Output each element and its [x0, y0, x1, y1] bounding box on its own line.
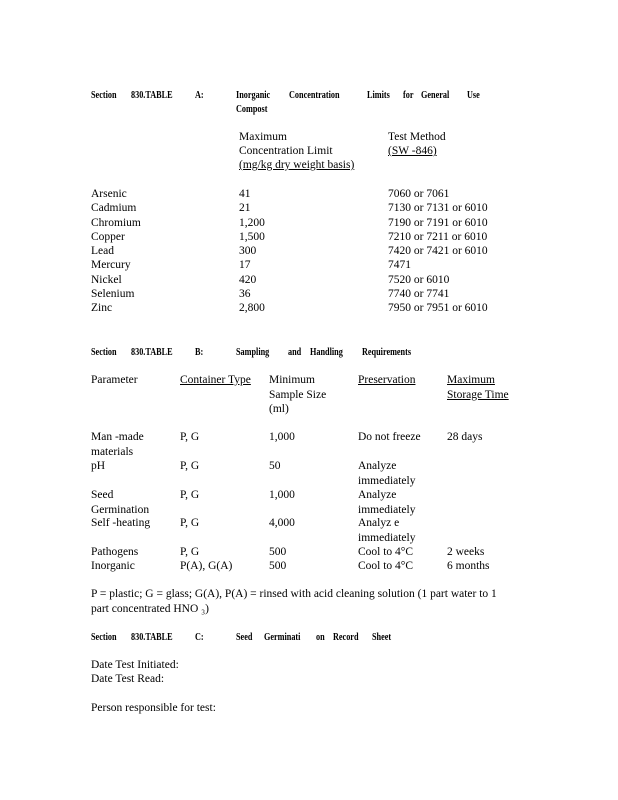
- metal-limit: 1,500: [239, 231, 265, 243]
- metal-method: 7060 or 7061: [388, 188, 450, 200]
- metal-limit: 2,800: [239, 302, 265, 314]
- container-cell: P, G: [180, 517, 200, 529]
- metal-name: Copper: [91, 231, 125, 243]
- container-cell: P(A), G(A): [180, 560, 233, 572]
- limit-column-heading: Maximum: [239, 131, 287, 143]
- header-word: Compost: [236, 104, 268, 115]
- header-word: Seed: [236, 632, 253, 643]
- preservation-cell: Analyze immediately: [358, 489, 416, 516]
- date-test-read-label: Date Test Read:: [91, 673, 165, 685]
- metal-name: Lead: [91, 245, 114, 257]
- preservation-cell: Cool to 4°C: [358, 560, 414, 572]
- parameter-cell: Self -heating: [91, 517, 151, 529]
- date-test-initiated-label: Date Test Initiated:: [91, 659, 179, 671]
- sample-size-cell: 4,000: [269, 517, 295, 529]
- preservation-cell: Analyze immediately: [358, 460, 416, 487]
- container-cell: P, G: [180, 431, 200, 443]
- metal-name: Arsenic: [91, 188, 127, 200]
- header-word: on: [316, 632, 325, 643]
- metal-limit: 420: [239, 274, 257, 286]
- header-word: for: [403, 90, 414, 101]
- parameter-cell: Pathogens: [91, 546, 139, 558]
- header-table-number: 830.TABLE: [131, 347, 173, 358]
- header-word: Record: [333, 632, 359, 643]
- header-word: and: [288, 347, 302, 358]
- header-word: Handling: [310, 347, 343, 358]
- metal-limit: 1,200: [239, 217, 265, 229]
- preservation-cell: Cool to 4°C: [358, 546, 414, 558]
- header-word: Inorganic: [236, 90, 271, 101]
- metal-name: Chromium: [91, 217, 141, 229]
- limit-column-heading: (mg/kg dry weight basis): [239, 159, 355, 171]
- preservation-cell: Do not freeze: [358, 431, 421, 443]
- sample-size-cell: 1,000: [269, 489, 295, 501]
- method-column-heading: (SW -846): [388, 145, 437, 157]
- header-table-letter: C:: [195, 632, 204, 643]
- sample-size-cell: 500: [269, 546, 287, 558]
- method-column-heading: Test Method: [388, 131, 446, 143]
- metal-limit: 21: [239, 202, 251, 214]
- limit-column-heading: Concentration Limit: [239, 145, 333, 157]
- header-table-letter: B:: [195, 347, 204, 358]
- legend-note: P = plastic; G = glass; G(A), P(A) = rinsed with acid cleaning solution (1 part water to 1: [91, 588, 497, 600]
- metal-method: 7471: [388, 259, 411, 271]
- sample-size-cell: 1,000: [269, 431, 295, 443]
- preservation-column-heading: Preservation: [358, 374, 416, 386]
- header-word: Sheet: [372, 632, 392, 643]
- parameter-cell: Seed Germination: [91, 489, 150, 516]
- header-table-number: 830.TABLE: [131, 632, 173, 643]
- header-word: Sampling: [236, 347, 270, 358]
- metal-name: Selenium: [91, 288, 135, 300]
- header-section-word: Section: [91, 90, 117, 101]
- metal-method: 7130 or 7131 or 6010: [388, 202, 488, 214]
- storage-column-heading: Maximum Storage Time: [447, 374, 509, 401]
- sample-size-cell: 500: [269, 560, 287, 572]
- parameter-cell: Inorganic: [91, 560, 135, 572]
- parameter-column-heading: Parameter: [91, 374, 138, 386]
- header-word: Limits: [367, 90, 390, 101]
- sample-size-column-heading: Minimum Sample Size (ml): [269, 374, 327, 415]
- storage-cell: 6 months: [447, 560, 490, 572]
- header-table-number: 830.TABLE: [131, 90, 173, 101]
- parameter-cell: pH: [91, 460, 106, 472]
- person-responsible-label: Person responsible for test:: [91, 702, 216, 714]
- parameter-cell: Man -made materials: [91, 431, 144, 458]
- legend-note: part concentrated HNO ₃): [91, 603, 209, 615]
- metal-method: 7420 or 7421 or 6010: [388, 245, 488, 257]
- sample-size-cell: 50: [269, 460, 281, 472]
- preservation-cell: Analyz e immediately: [358, 517, 416, 544]
- metal-limit: 17: [239, 259, 251, 271]
- header-word: Requirements: [362, 347, 412, 358]
- metal-name: Nickel: [91, 274, 122, 286]
- metal-name: Zinc: [91, 302, 113, 314]
- metal-limit: 41: [239, 188, 251, 200]
- container-cell: P, G: [180, 546, 200, 558]
- header-word: General: [421, 90, 450, 101]
- storage-cell: 2 weeks: [447, 546, 485, 558]
- metal-method: 7950 or 7951 or 6010: [388, 302, 488, 314]
- metal-method: 7210 or 7211 or 6010: [388, 231, 488, 243]
- metal-limit: 36: [239, 288, 251, 300]
- metal-name: Mercury: [91, 259, 131, 271]
- header-word: Germinati: [264, 632, 301, 643]
- header-section-word: Section: [91, 347, 117, 358]
- container-column-heading: Container Type: [180, 374, 251, 386]
- container-cell: P, G: [180, 489, 200, 501]
- storage-cell: 28 days: [447, 431, 483, 443]
- metal-method: 7190 or 7191 or 6010: [388, 217, 488, 229]
- header-table-letter: A:: [195, 90, 204, 101]
- metal-method: 7740 or 7741: [388, 288, 450, 300]
- header-section-word: Section: [91, 632, 117, 643]
- metal-name: Cadmium: [91, 202, 137, 214]
- metal-method: 7520 or 6010: [388, 274, 450, 286]
- container-cell: P, G: [180, 460, 200, 472]
- metal-limit: 300: [239, 245, 257, 257]
- header-word: Concentration: [289, 90, 340, 101]
- header-word: Use: [467, 90, 480, 101]
